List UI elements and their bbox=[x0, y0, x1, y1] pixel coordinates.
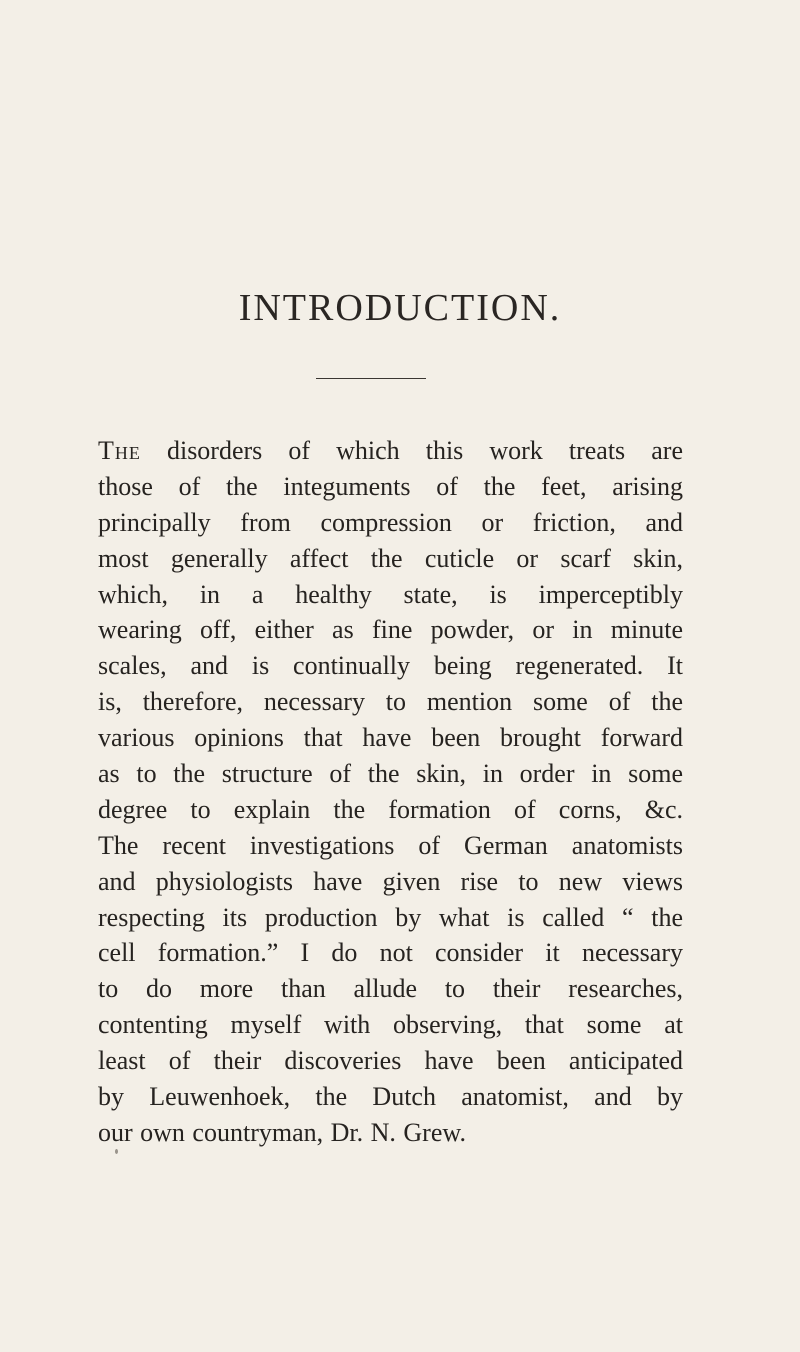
paper-speck bbox=[115, 1149, 118, 1154]
chapter-heading: INTRODUCTION. bbox=[238, 287, 562, 329]
paragraph-line: to do more than allude to their researches, bbox=[98, 974, 683, 1004]
paragraph-line: most generally affect the cuticle or scarf skin, bbox=[98, 543, 683, 573]
paragraph-line: scales, and is continually being regenerated. It bbox=[98, 651, 683, 681]
paragraph-line: those of the integuments of the feet, arising bbox=[98, 471, 683, 501]
paragraph-line: various opinions that have been brought forward bbox=[98, 723, 683, 753]
paragraph-line: The recent investigations of German anatomists bbox=[98, 830, 683, 860]
paragraph-line: our own countryman, Dr. N. Grew. bbox=[98, 1117, 466, 1147]
paragraph-line: respecting its production by what is called “ the bbox=[98, 902, 683, 932]
paragraph-line: by Leuwenhoek, the Dutch anatomist, and by bbox=[98, 1082, 683, 1112]
introduction-paragraph bbox=[98, 433, 683, 1151]
paragraph-line: and physiologists have given rise to new views bbox=[98, 866, 683, 896]
paragraph-line: cell formation.” I do not consider it necessary bbox=[98, 938, 683, 968]
paragraph-line: degree to explain the formation of corns, &c. bbox=[98, 794, 683, 824]
paragraph-line: least of their discoveries have been anticipated bbox=[98, 1046, 683, 1076]
paragraph-line: as to the structure of the skin, in order in some bbox=[98, 759, 683, 789]
first-word: The bbox=[98, 436, 141, 465]
paragraph-line: wearing off, either as fine powder, or in minute bbox=[98, 615, 683, 645]
paragraph-line: The disorders of which this work treats are bbox=[98, 436, 683, 465]
paragraph-line: principally from compression or friction, and bbox=[98, 507, 683, 537]
heading-rule bbox=[316, 378, 426, 379]
paragraph-line: contenting myself with observing, that some at bbox=[98, 1010, 683, 1040]
paragraph-line: is, therefore, necessary to mention some of the bbox=[98, 687, 683, 717]
paragraph-line: which, in a healthy state, is imperceptibly bbox=[98, 579, 683, 609]
